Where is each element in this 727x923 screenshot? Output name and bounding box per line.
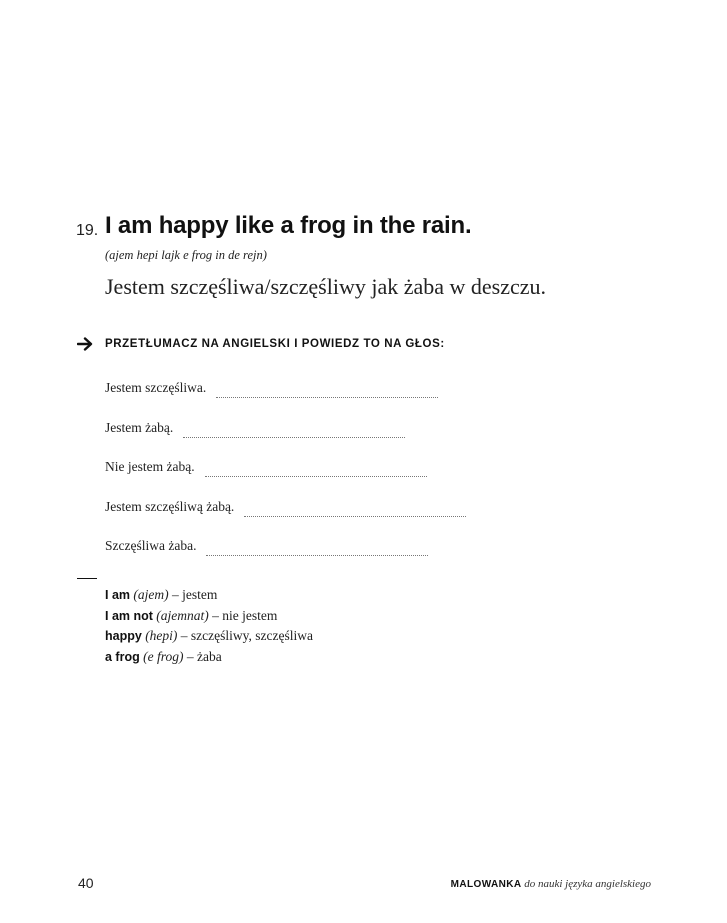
vocabulary-meaning: – szczęśliwy, szczęśliwa (180, 628, 313, 643)
exercise-item (105, 420, 466, 460)
exercise-prompt: Szczęśliwa żaba. (105, 538, 197, 553)
exercise-item (105, 380, 466, 420)
exercise-item (105, 538, 466, 578)
vocabulary-item (105, 647, 313, 668)
vocabulary-item (105, 626, 313, 647)
answer-line[interactable] (216, 385, 438, 398)
vocabulary-item (105, 585, 313, 606)
vocabulary-meaning: – jestem (172, 587, 218, 602)
exercise-list (105, 380, 466, 578)
answer-line[interactable] (244, 504, 466, 517)
vocabulary-pronunciation: (e frog) (143, 648, 184, 664)
vocabulary-word: happy (105, 629, 142, 643)
exercise-prompt: Jestem żabą. (105, 419, 174, 435)
vocabulary-word: I am (105, 588, 131, 602)
exercise-prompt: Jestem szczęśliwą żabą. (105, 498, 235, 514)
answer-line[interactable] (205, 464, 427, 477)
vocabulary-divider (77, 578, 97, 579)
vocabulary-list (105, 585, 313, 667)
footer-brand (451, 878, 651, 890)
answer-line[interactable] (206, 543, 428, 556)
page-number: 40 (78, 875, 94, 891)
exercise-prompt: Nie jestem żabą. (105, 459, 195, 474)
lesson-number: 19. (76, 222, 99, 239)
instruction-text: PRZETŁUMACZ NA ANGIELSKI I POWIEDZ TO NA GŁOS: (105, 338, 445, 350)
exercise-item (105, 459, 466, 499)
answer-line[interactable] (183, 425, 405, 438)
exercise-prompt: Jestem szczęśliwa. (105, 380, 207, 395)
vocabulary-meaning: – żaba (186, 648, 222, 664)
footer-brand-name: MALOWANKA (450, 879, 522, 890)
vocabulary-word: a frog (105, 649, 140, 664)
instruction (77, 337, 445, 351)
lesson-translation: Jestem szczęśliwa/szczęśliwy jak żaba w deszczu. (105, 274, 547, 299)
lesson-title: I am happy like a frog in the rain. (105, 212, 472, 239)
lesson-pronunciation: (ajem hepi lajk e frog in de rejn) (105, 248, 267, 262)
vocabulary-meaning: – nie jestem (212, 607, 278, 623)
vocabulary-item (105, 606, 313, 627)
vocabulary-word: I am not (105, 608, 153, 623)
exercise-item (105, 499, 466, 539)
footer-brand-subtitle: do nauki języka angielskiego (524, 878, 651, 890)
vocabulary-pronunciation: (ajemnat) (156, 607, 209, 623)
vocabulary-pronunciation: (hepi) (145, 628, 178, 643)
arrow-right-icon (77, 337, 93, 351)
vocabulary-pronunciation: (ajem) (133, 587, 169, 602)
